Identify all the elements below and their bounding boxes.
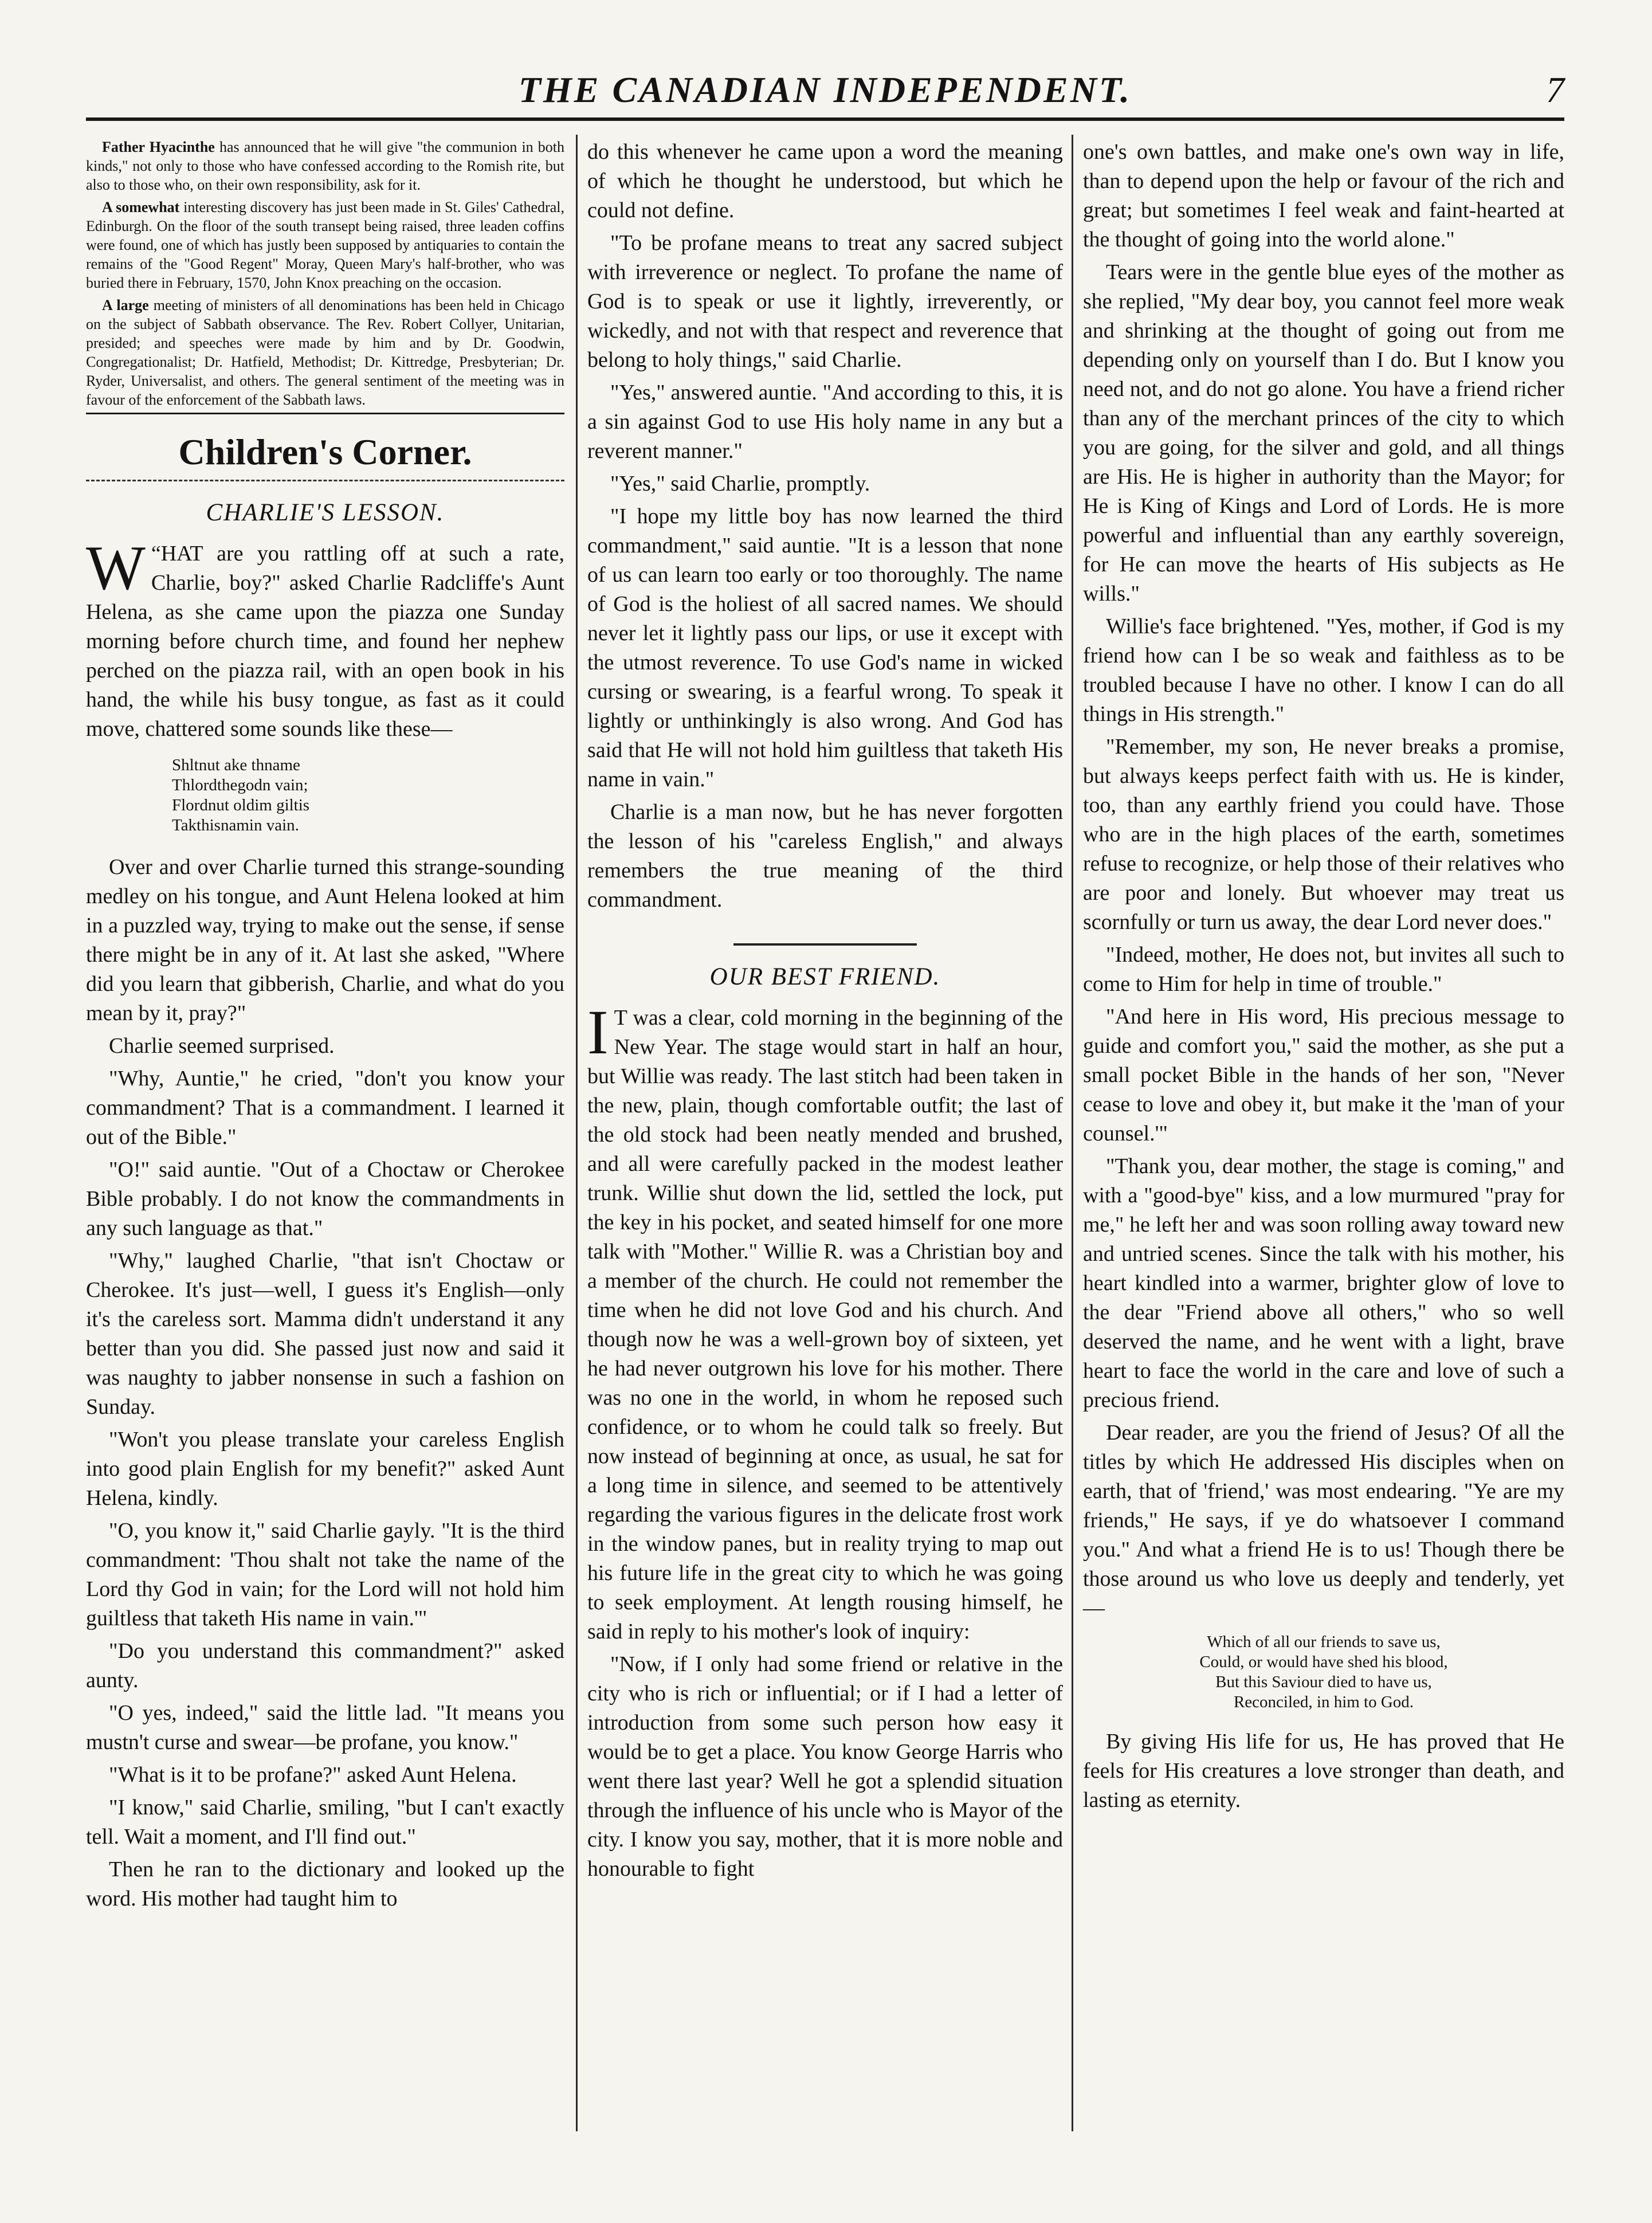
news-note: Father Hyacinthe has announced that he will give "the communion in both kinds," not only to those who have confessed according to the Romish rite, but also to those who, on their own responsibility, ask for it. bbox=[86, 139, 565, 193]
story-body bbox=[1083, 138, 1564, 1815]
story-paragraph: Then he ran to the dictionary and looked up the word. His mother had taught him to bbox=[86, 1857, 564, 1911]
story-paragraph: I T was a clear, cold morning in the beginning of the New Year. The stage would start in half an hour, but Willie was ready. The last stitch had been taken in the new, plain, though comfortable outfit; the last of the old stock had been neatly mended and brushed, and all were carefully packed in the modest leather trunk. Willie shut down the lid, settled the lock, put the key in his pocket, and seated himself for one more talk with "Mother." Willie R. was a Christian boy and a member of the church. He could not remember the time when he did not love God and his church. And though now he was a well-grown boy of sixteen, yet he had never outgrown his love for his mother. There was no one in the world, in whom he reposed such confidence, or to whom he could talk so freely. But now instead of beginning at once, as usual, he sat for a long time in silence, and seemed to be attentively regarding the various figures in the delicate frost work in the window panes, but in reality trying to map out his future life in the great city to which he was going to seek employment. At length rousing himself, he said in reply to his mother's look of inquiry: bbox=[587, 997, 1063, 1644]
news-note: A large meeting of ministers of all denominations has been held in Chicago on the subject of Sabbath observance. The Rev. Robert Collyer, Unitarian, presided; and speeches were made by him and by Dr. Goodwin, Congregationalist; Dr. Hatfield, Methodist; Dr. Kittredge, Presbyterian; Dr. Ryder, Universalist, and others. The general sentiment of the meeting was in favour of the enforcement of the Sabbath laws. bbox=[86, 297, 564, 408]
story-title: OUR BEST FRIEND. bbox=[709, 963, 941, 990]
story-paragraph: "Indeed, mother, He does not, but invites all such to come to Him for help in time of trouble." bbox=[1083, 943, 1564, 996]
story-body bbox=[86, 533, 564, 1914]
page-number: 7 bbox=[1546, 69, 1564, 110]
story-paragraph: "I know," said Charlie, smiling, "but I can't exactly tell. Wait a moment, and I'll find out." bbox=[86, 1795, 564, 1849]
story-paragraph: "Do you understand this commandment?" asked aunty. bbox=[86, 1639, 564, 1692]
story-divider bbox=[733, 943, 917, 946]
story-paragraph: Dear reader, are you the friend of Jesus? Of all the titles by which He addressed His disciples when on earth, that of 'friend,' was most endearing. "Ye are my friends," He says, if ye do whatsoever I command you." And what a friend He is to us! Though there be those around us who love us deeply and tenderly, yet— bbox=[1083, 1421, 1564, 1620]
story-paragraph: "Why, Auntie," he cried, "don't you know your commandment? That is a commandment. I learned it out of the Bible." bbox=[86, 1067, 564, 1149]
story-paragraph: “ W HAT are you rattling off at such a rate, Charlie, boy?" asked Charlie Radcliffe's Aunt Helena, as she came upon the piazza one Sunday morning before church time, and found her nephew perched on the piazza rail, with an open book in his hand, the while his busy tongue, as fast as it could move, chattered some sounds like these— bbox=[86, 533, 564, 741]
story-paragraph: "I hope my little boy has now learned the third commandment," said auntie. "It is a lesson that none of us can learn too early or too thoroughly. The name of God is the holiest of all sacred names. We should never let it lightly pass our lips, or use it except with the utmost reverence. To use God's name in wicked cursing or swearing, is a fearful wrong. To speak it lightly or unthinkingly is also wrong. And God has said that He will not hold him guiltless that taketh His name in vain." bbox=[587, 504, 1063, 791]
column-2 bbox=[587, 138, 1063, 1887]
story-paragraph: "And here in His word, His precious message to guide and comfort you," said the mother, as she put a small pocket Bible in the hands of her son, "Never cease to love and obey it, but make it the 'man of your counsel.'" bbox=[1083, 1005, 1564, 1146]
section-title: Children's Corner. bbox=[178, 432, 472, 472]
column-1 bbox=[86, 138, 564, 1917]
story-paragraph: "Yes," said Charlie, promptly. bbox=[610, 472, 870, 496]
story-paragraph: "To be profane means to treat any sacred subject with irreverence or neglect. To profane the name of God is to speak or use it lightly, irreverently, or wickedly, and not with that respect and reverence that belong to holy things," said Charlie. bbox=[587, 231, 1063, 372]
drop-cap: I bbox=[587, 997, 609, 1067]
story-paragraph: Tears were in the gentle blue eyes of the mother as she replied, "My dear boy, you cannot feel more weak and shrinking at the thought of going out from me depending only on yourself than I do. But I know you need not, and do not go alone. You have a friend richer than any of the merchant princes of the city to which you are going, for the silver and gold, and all things are His. He is higher in authority than the Mayor; for He is King of Kings and Lord of Lords. He is more powerful and influential than any earthly sovereign, for He can move the hearts of His subjects as He wills." bbox=[1083, 260, 1564, 606]
column-rule-2 bbox=[1072, 135, 1073, 2131]
section-divider bbox=[86, 480, 564, 481]
story-paragraph: "O, you know it," said Charlie gayly. "It is the third commandment: 'Thou shalt not take the name of the Lord thy God in vain; for the Lord will not hold him guiltless that taketh His name in vain.'" bbox=[86, 1519, 564, 1630]
hymn-verse: Which of all our friends to save us, Could, or would have shed his blood, But this Saviour died to have us, Reconciled, in him to God. bbox=[1199, 1633, 1448, 1711]
story-paragraph: "O!" said auntie. "Out of a Choctaw or Cherokee Bible probably. I do not know the commandments in any such language as that." bbox=[86, 1158, 564, 1240]
story-paragraph: "Won't you please translate your careless English into good plain English for my benefit?" asked Aunt Helena, kindly. bbox=[86, 1428, 564, 1510]
news-note: A somewhat interesting discovery has just been made in St. Giles' Cathedral, Edinburgh. On the floor of the south transept being raised, three leaden coffins were found, one of which has justly been supposed by antiquaries to contain the remains of the "Good Regent" Moray, Queen Mary's half-brother, who was buried there in February, 1570, John Knox preaching on the occasion. bbox=[86, 199, 565, 291]
story-paragraph: "Now, if I only had some friend or relative in the city who is rich or influential; or if I had a letter of introduction from some such person how easy it would be to get a place. You know George Harris who went there last year? Well he got a splendid situation through the influence of his uncle who is Mayor of the city. I know you say, mother, that it is more noble and honourable to fight bbox=[587, 1652, 1063, 1881]
page-header bbox=[86, 63, 1564, 121]
story-paragraph: do this whenever he came upon a word the meaning of which he thought he understood, but which he could not define. bbox=[587, 140, 1063, 222]
story-paragraph: "O yes, indeed," said the little lad. "It means you mustn't curse and swear—be profane, you know." bbox=[86, 1701, 564, 1754]
story-paragraph: "Thank you, dear mother, the stage is coming," and with a "good-bye" kiss, and a low murmured "pray for me," he left her and was soon rolling away toward new and untried scenes. Since the talk with his mother, his heart kindled into a warmer, brighter glow of love to the dear "Friend above all others," who so well deserved the name, and he went with a light, brave heart to face the world in the care and love of such a precious friend. bbox=[1083, 1154, 1564, 1412]
story-paragraph: Charlie seemed surprised. bbox=[109, 1034, 335, 1058]
story-paragraph: Charlie is a man now, but he has never forgotten the lesson of his "careless English," and always remembers the true meaning of the third commandment. bbox=[587, 800, 1063, 912]
story-paragraph: "Remember, my son, He never breaks a promise, but always keeps perfect faith with us. He is kinder, too, than any earthly friend you could have. Those who are in the high places of the earth, sometimes refuse to recognize, or help those of their relatives who are poor and lonely. But whoever may treat us scornfully or turn us away, the dear Lord never does." bbox=[1083, 735, 1564, 934]
masthead-title: THE CANADIAN INDEPENDENT. bbox=[518, 69, 1132, 110]
column-3 bbox=[1083, 138, 1564, 1818]
story-body bbox=[587, 997, 1063, 1884]
gibberish-verse: Shltnut ake thname Thlordthegodn vain; Flordnut oldim giltis Takthisnamin vain. bbox=[172, 756, 310, 834]
column-rule-1 bbox=[576, 135, 578, 2131]
story-paragraph: Over and over Charlie turned this strange-sounding medley on his tongue, and Aunt Helena looked at him in a puzzled way, trying to make out the sense, if sense there might be in any of it. At last she asked, "Where did you learn that gibberish, Charlie, and what do you mean by it, pray?" bbox=[86, 855, 564, 1025]
drop-cap: W bbox=[86, 533, 146, 603]
story-paragraph: "What is it to be profane?" asked Aunt Helena. bbox=[109, 1763, 517, 1787]
story-paragraph: one's own battles, and make one's own way in life, than to depend upon the help or favour of the rich and great; but sometimes I feel weak and faint-hearted at the thought of going into the world alone." bbox=[1083, 140, 1564, 252]
story-title: CHARLIE'S LESSON. bbox=[206, 499, 445, 526]
story-paragraph: Willie's face brightened. "Yes, mother, if God is my friend how can I be so weak and faithless as to be troubled because I have no other. I know I can do all things in His strength." bbox=[1083, 614, 1564, 726]
story-body bbox=[587, 138, 1063, 915]
news-notes bbox=[86, 138, 564, 409]
notes-divider bbox=[86, 413, 564, 414]
story-paragraph: By giving His life for us, He has proved that He feels for His creatures a love stronger than death, and lasting as eternity. bbox=[1083, 1730, 1564, 1812]
story-paragraph: "Why," laughed Charlie, "that isn't Choctaw or Cherokee. It's just—well, I guess it's English—only it's the careless sort. Mamma didn't understand it any better than you did. She passed just now and said it was naughty to jabber nonsense in such a fashion on Sunday. bbox=[86, 1249, 564, 1419]
story-paragraph: "Yes," answered auntie. "And according to this, it is a sin against God to use His holy name in any but a reverent manner." bbox=[587, 381, 1063, 463]
